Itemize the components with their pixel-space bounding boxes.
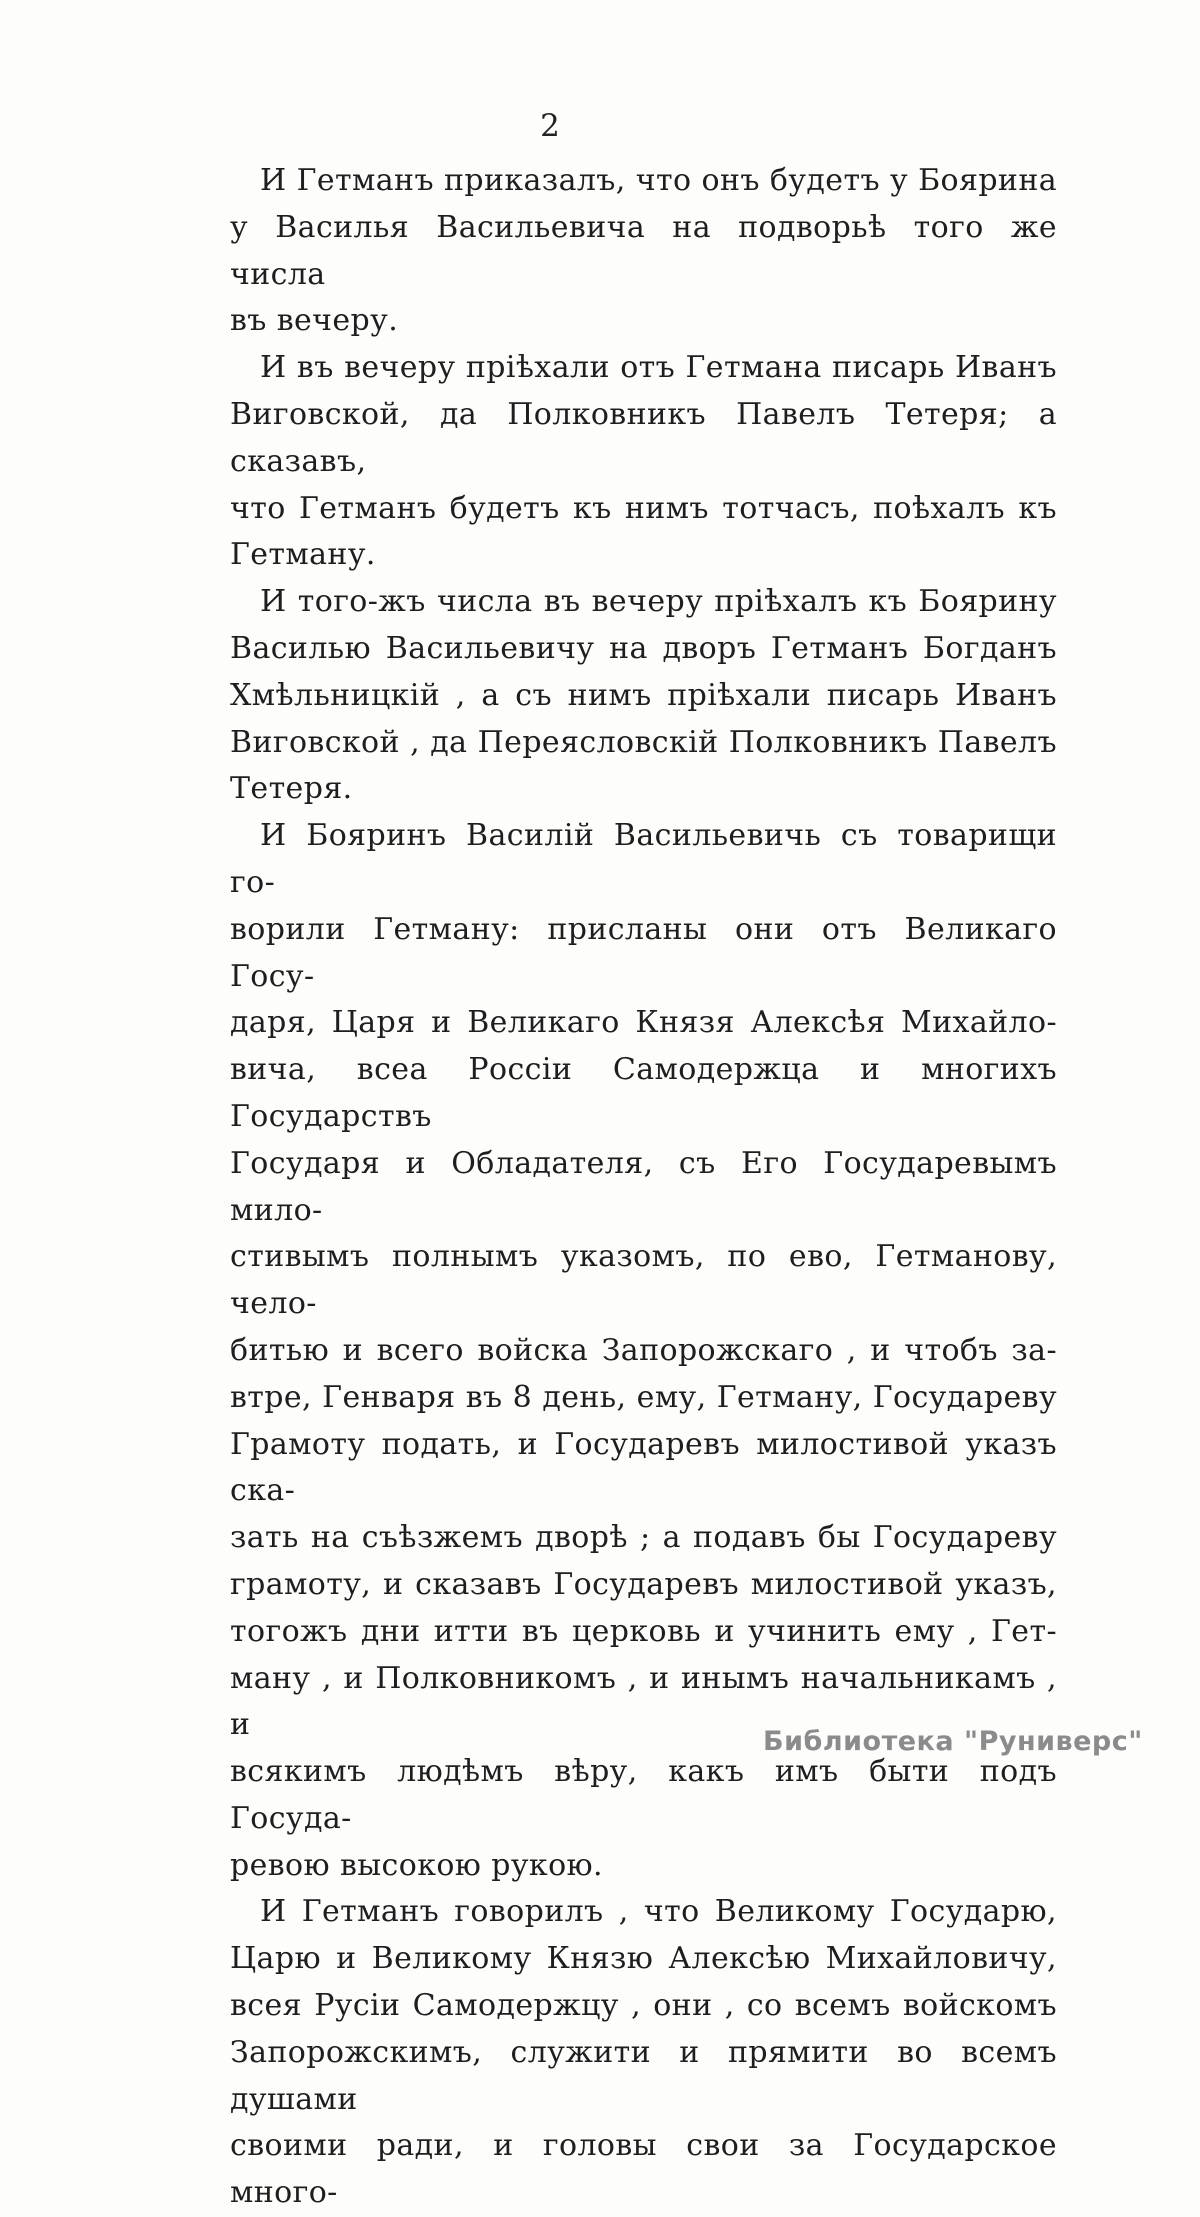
- page-number: 2: [540, 108, 560, 144]
- text-line: даря, Царя и Великаго Князя Алексѣя Михайло-: [230, 1005, 1057, 1041]
- library-watermark: Библиотека "Руниверс": [763, 1726, 1143, 1757]
- text-line: что Гетманъ будетъ къ нимъ тотчасъ, поѣхалъ къ: [230, 490, 1057, 526]
- text-line: всея Русіи Самодержцу , они , со всемъ войскомъ: [230, 1988, 1057, 2024]
- paragraph: [230, 1889, 1057, 2217]
- text-line: И Гетманъ приказалъ, что онъ будетъ у Боярина: [260, 163, 1057, 198]
- text-line: вича, всеа Россіи Самодержца и многихъ Государствъ: [230, 1052, 1057, 1134]
- text-line: ревою высокою рукою.: [230, 1847, 603, 1883]
- text-line: Хмѣльницкій , а съ нимъ пріѣхали писарь Иванъ: [230, 677, 1057, 713]
- text-line: Виговской, да Полковникъ Павелъ Тетеря; а сказавъ,: [230, 396, 1057, 479]
- body-text: [230, 158, 1057, 2217]
- text-line: своими ради, и головы свои за Государское много-: [230, 2128, 1057, 2211]
- paragraph: [230, 158, 1057, 345]
- text-line: Запорожскимъ, служити и прямити во всемъ душами: [230, 2034, 1057, 2117]
- text-line: Государя и Обладателя, съ Его Государевымъ мило-: [230, 1145, 1057, 1228]
- text-line: Тетеря.: [230, 771, 353, 807]
- text-line: въ вечеру.: [230, 303, 399, 339]
- paragraph: [230, 579, 1057, 813]
- text-line: втре, Генваря въ 8 день, ему, Гетману, Государеву: [230, 1379, 1057, 1415]
- text-line: Гетману.: [230, 537, 376, 573]
- text-line: Виговской , да Переясловскій Полковникъ Павелъ: [230, 724, 1057, 760]
- text-line: ворили Гетману: присланы они отъ Великаго Госу-: [230, 911, 1057, 994]
- text-line: И Бояринъ Василій Васильевичь съ товарищи го-: [230, 818, 1057, 900]
- text-line: Грамоту подать, и Государевъ милостивой указъ ска-: [230, 1426, 1057, 1509]
- text-line: тогожъ дни итти въ церковь и учинить ему , Гет-: [230, 1613, 1057, 1649]
- text-line: всякимъ людѣмъ вѣру, какъ имъ быти подъ Госуда-: [230, 1754, 1057, 1836]
- paragraph: [230, 345, 1057, 579]
- text-line: у Василья Васильевича на подворьѣ того же числа: [230, 209, 1057, 292]
- text-line: стивымъ полнымъ указомъ, по ево, Гетманову, чело-: [230, 1239, 1057, 1322]
- text-line: Василью Васильевичу на дворъ Гетманъ Богданъ: [230, 630, 1057, 666]
- text-line: битью и всего войска Запорожскаго , и чтобъ за-: [230, 1332, 1057, 1368]
- text-line: зать на съѣзжемъ дворѣ ; а подавъ бы Государеву: [230, 1520, 1057, 1556]
- text-line: грамоту, и сказавъ Государевъ милостивой указъ,: [230, 1566, 1057, 1602]
- text-line: И въ вечеру пріѣхали отъ Гетмана писарь Иванъ: [260, 350, 1057, 386]
- text-line: Царю и Великому Князю Алексѣю Михайловичу,: [230, 1941, 1057, 1977]
- text-line: И Гетманъ говорилъ , что Великому Государю,: [260, 1894, 1057, 1930]
- text-line: И того-жъ числа въ вечеру пріѣхалъ къ Боярину: [260, 584, 1057, 620]
- text-line: ману , и Полковникомъ , и инымъ начальникамъ , и: [230, 1660, 1057, 1743]
